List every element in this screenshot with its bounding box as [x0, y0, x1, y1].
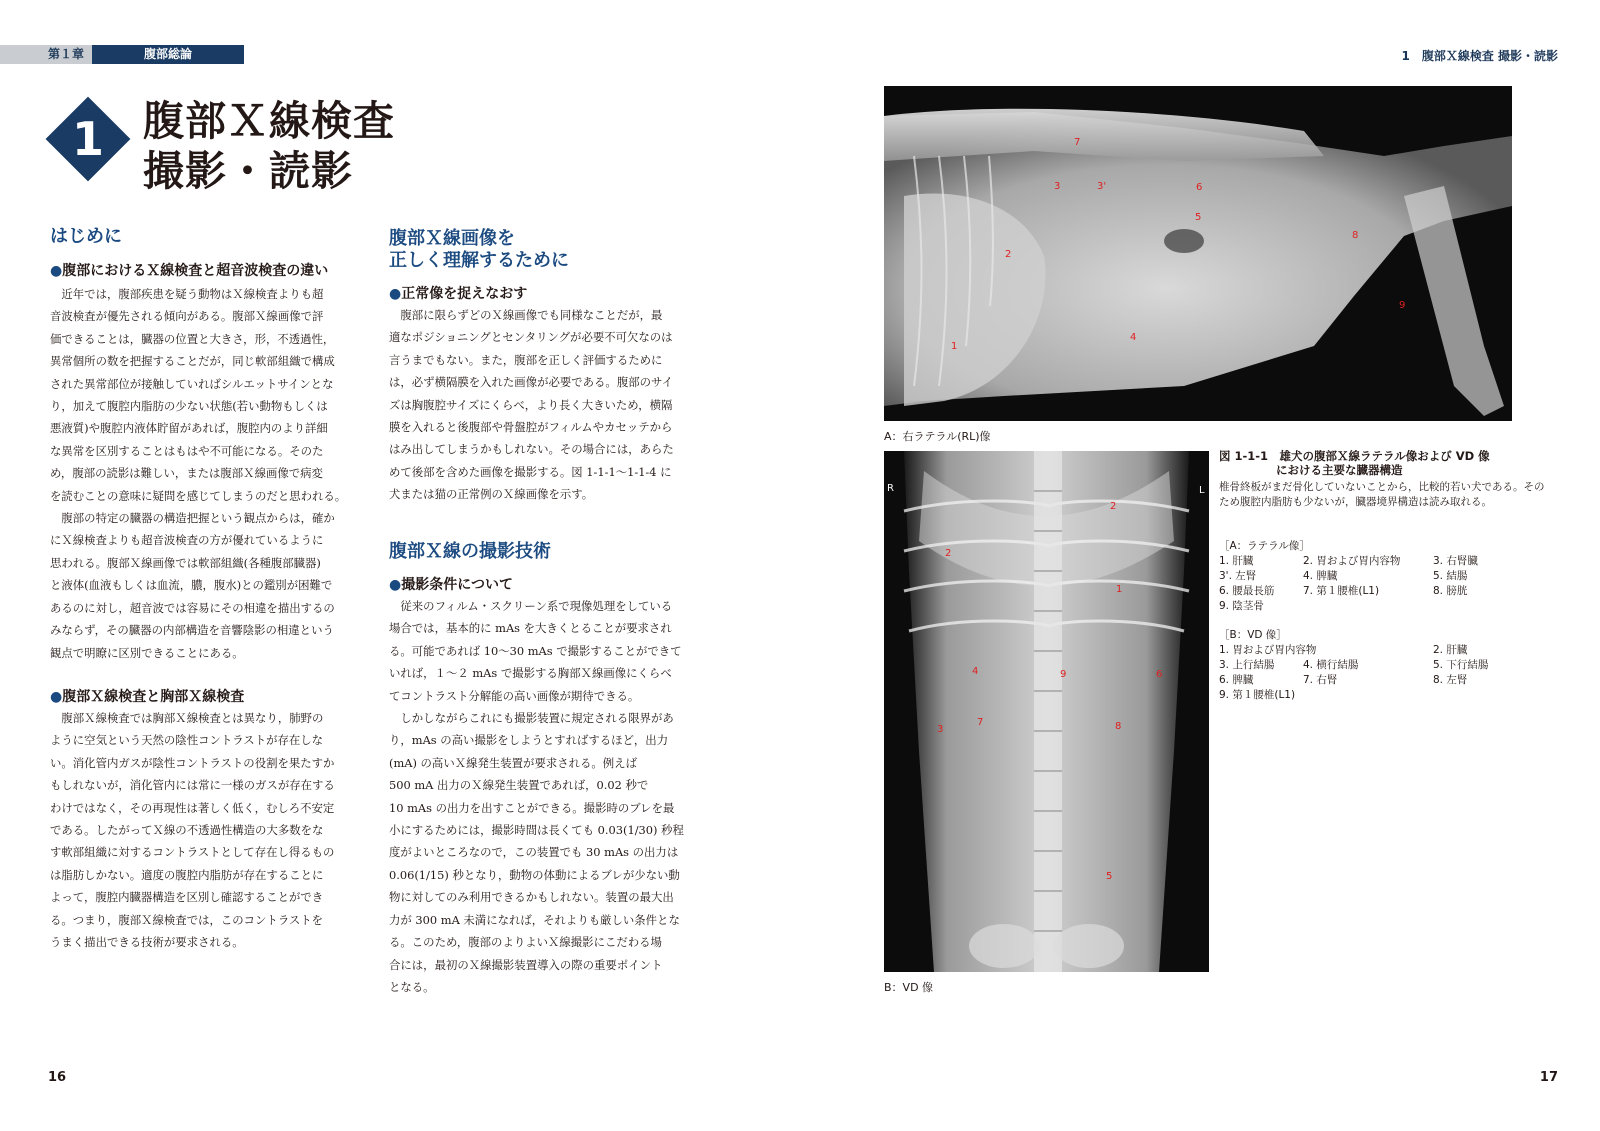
- running-head-title: 腹部Ｘ線検査 撮影・読影: [1421, 49, 1558, 63]
- body-text-line: もしれないが，消化管内には常に一様のガスが存在する: [50, 778, 335, 793]
- title-number: 1: [71, 112, 104, 166]
- subheading-exposure: ●撮影条件について: [389, 577, 513, 593]
- body-text-line: 思われる。腹部Ｘ線画像では軟部組織(各種腹部臓器): [50, 555, 321, 570]
- body-text-line: 10 mAs の出力を出すことができる。撮影時のブレを最: [389, 800, 675, 815]
- body-text-line: は脂肪しかない。適度の腹腔内脂肪が存在することに: [50, 867, 324, 882]
- body-text-line: てコントラスト分解能の高い画像が期待できる。: [389, 688, 640, 703]
- body-text-line: 近年では，腹部疾患を疑う動物はＸ線検査よりも超: [61, 287, 324, 301]
- body-text-line: 悪液質)や腹腔内液体貯留があれば，腹腔内のより詳細: [50, 421, 328, 436]
- xray-lateral-image: [884, 86, 1512, 421]
- xray-b-marker: 6: [1156, 669, 1163, 680]
- body-text-line: みならず，その臓器の内部構造を音響陰影の相違という: [50, 623, 334, 638]
- xray-b-marker: 5: [1106, 871, 1113, 882]
- body-text-line: 音波検査が優先される傾向がある。腹部Ｘ線画像で評: [50, 309, 324, 324]
- xray-b-marker: 8: [1115, 721, 1122, 732]
- body-text-line: 腹部の特定の臓器の構造把握という観点からは，確か: [61, 511, 335, 526]
- page-title-line2: 撮影・読影: [143, 147, 353, 195]
- body-text-line: (mA) の高いＸ線発生装置が要求される。例えば: [389, 755, 637, 770]
- body-text-line: された異常部位が接触していればシルエットサインとな: [50, 376, 334, 391]
- subheading-normal-image: ●正常像を捉えなおす: [389, 286, 528, 302]
- body-text-line: 0.06(1/15) 秒となり，動物の体動によるブレが少ない動: [389, 867, 680, 882]
- legend-vd: ［B：VD 像］ 1. 胃および胃内容物 2. 肝臓 3. 上行結腸 4. 横行結腸 5. 下行結腸 6. 脾臓 7. 右腎 8. 左腎 9. 第１腰椎(L1): [1219, 629, 1489, 701]
- body-text-line: る。このため，腹部のよりよいＸ線撮影にこだわる場: [389, 935, 662, 950]
- body-text-line: うまく描出できる技術が要求される。: [50, 935, 244, 950]
- body-text-line: は，必ず横隔膜を入れた画像が必要である。腹部のサイ: [389, 375, 673, 390]
- section-3-body: [389, 304, 691, 506]
- body-text-line: 度がよいところなので，この装置でも 30 mAs の出力は: [389, 845, 679, 860]
- xray-b-side-left: L: [1199, 485, 1205, 496]
- body-text-line: あるのに対し，超音波では容易にその相違を描出するの: [50, 600, 335, 615]
- body-text-line: 膜を入れると後腹部や骨盤腔がフィルムやカセッテから: [389, 420, 673, 435]
- body-text-line: 従来のフィルム・スクリーン系で現像処理をしている: [400, 599, 673, 613]
- header-section: 腹部総論: [92, 45, 244, 64]
- xray-b-marker: 1: [1116, 584, 1123, 595]
- body-text-line: め，腹部の読影は難しい，または腹部Ｘ線画像で病変: [50, 466, 323, 481]
- xray-a-marker: 1: [951, 341, 958, 352]
- body-text-line: めて後部を含めた画像を撮影する。図 1-1-1〜1-1-4 に: [389, 464, 672, 479]
- xray-a-marker: 3: [1054, 181, 1061, 192]
- xray-b-marker: 3: [937, 724, 944, 735]
- header-chapter: 第１章: [48, 47, 85, 61]
- body-text-line: を読むことの意味に疑問を感じてしまうのだと思われる。: [50, 488, 347, 503]
- xray-b-marker: 2: [945, 548, 952, 559]
- page-number-left: 16: [48, 1070, 67, 1085]
- body-text-line: 価できることは，臓器の位置と大きさ，形，不透過性，: [50, 331, 335, 346]
- heading-understand-line2: 正しく理解するために: [389, 250, 569, 271]
- xray-b-label: B：VD 像: [884, 981, 934, 994]
- body-text-line: 異常個所の数を把握することだが，同じ軟部組織で構成: [50, 354, 335, 369]
- xray-a-marker: 5: [1195, 212, 1202, 223]
- page-number-right: 17: [1539, 1070, 1558, 1085]
- body-text-line: ように空気という天然の陰性コントラストが存在しな: [50, 733, 324, 748]
- body-text-line: す軟部組織に対するコントラストとして存在し得るもの: [50, 845, 335, 860]
- body-text-line: 適なポジショニングとセンタリングが必要不可欠なのは: [389, 330, 673, 345]
- body-text-line: よって，腹腔内臓器構造を区別し確認することができ: [50, 890, 324, 905]
- xray-b-marker: 4: [972, 666, 979, 677]
- subheading-xray-vs-ultrasound: ●腹部におけるＸ線検査と超音波検査の違い: [50, 263, 329, 279]
- page-title-line1: 腹部Ｘ線検査: [143, 97, 395, 145]
- body-text-line: ズは胸腹腔サイズにくらべ，より長く大きいため，横隔: [389, 397, 673, 412]
- body-text-line: る。可能であれば 10〜30 mAs で撮影することができて: [389, 643, 682, 658]
- xray-a-marker: 6: [1196, 182, 1203, 193]
- subheading-abdomen-vs-chest: ●腹部Ｘ線検査と胸部Ｘ線検査: [50, 689, 245, 705]
- figure-caption-title: 図 1-1-1 雄犬の腹部Ｘ線ラテラル像および VD 像 における主要な臓器構造: [1219, 449, 1490, 477]
- xray-b-marker: 7: [977, 717, 984, 728]
- body-text-line: はみ出してしまうかもしれない。その場合には，あらた: [389, 442, 674, 457]
- body-text-line: 言うまでもない。また，腹部を正しく評価するために: [389, 352, 663, 367]
- body-text-line: り，mAs の高い撮影をしようとすればするほど，出力: [389, 733, 669, 748]
- body-text-line: 場合では，基本的に mAs を大きくとることが要求され: [389, 621, 672, 636]
- xray-b-marker: 2: [1110, 501, 1117, 512]
- body-text-line: り，加えて腹腔内脂肪の少ない状態(若い動物もしくは: [50, 399, 328, 414]
- body-text-line: 物に対してのみ利用できるかもしれない。装置の最大出: [389, 890, 674, 905]
- xray-a-marker: 4: [1130, 332, 1137, 343]
- xray-a-marker: 7: [1074, 137, 1081, 148]
- xray-a-marker: 8: [1352, 230, 1359, 241]
- body-text-line: る。つまり，腹部Ｘ線検査では，このコントラストを: [50, 912, 324, 927]
- body-text-line: 腹部Ｘ線検査では胸部Ｘ線検査とは異なり，肺野の: [61, 711, 324, 725]
- section-4-body: [389, 595, 691, 998]
- body-text-line: い。消化管内ガスが陰性コントラストの役割を果たすか: [50, 755, 335, 770]
- xray-vd-image: [884, 451, 1209, 972]
- xray-a-marker: 3': [1097, 181, 1107, 192]
- section-1-body: [50, 283, 352, 664]
- section-2-body: [50, 707, 352, 953]
- body-text-line: 腹部に限らずどのＸ線画像でも同様なことだが，最: [400, 308, 663, 322]
- body-text-line: しかしながらこれにも撮影装置に規定される限界があ: [400, 711, 674, 726]
- xray-b-side-right: R: [887, 483, 894, 494]
- xray-a-marker: 9: [1399, 300, 1406, 311]
- body-text-line: 合には，最初のＸ線撮影装置導入の際の重要ポイント: [389, 957, 663, 972]
- body-text-line: となる。: [389, 979, 435, 994]
- body-text-line: 力が 300 mA 未満になれば，それよりも厳しい条件とな: [389, 912, 680, 927]
- body-text-line: にＸ線検査よりも超音波検査の方が優れているように: [50, 533, 324, 548]
- body-text-line: わけではなく，その再現性は著しく低く，むしろ不安定: [50, 800, 335, 815]
- running-head: [1401, 47, 1558, 64]
- body-text-line: いれば，１〜２ mAs で撮影する胸部Ｘ線画像にくらべ: [389, 666, 672, 681]
- heading-technique: 腹部Ｘ線の撮影技術: [389, 541, 551, 562]
- body-text-line: な異常を区別することはもはや不可能になる。そのた: [50, 443, 324, 458]
- figure-caption-description: 椎骨終板がまだ骨化していないことから，比較的若い犬である。そのため腹腔内脂肪も少ないが，臓器境界構造は読み取れる。: [1219, 481, 1545, 508]
- body-text-line: 500 mA 出力のＸ線発生装置であれば，0.02 秒で: [389, 778, 649, 793]
- xray-b-marker: 9: [1060, 669, 1067, 680]
- body-text-line: と液体(血液もしくは血流，膿，腹水)との鑑別が困難で: [50, 578, 333, 593]
- legend-lateral: ［A：ラテラル像］ 1. 肝臓 2. 胃および胃内容物 3. 右腎臓 3'. 左腎 4. 脾臓 5. 結腸 6. 腰最長筋 7. 第１腰椎(L1) 8. 膀胱 9. 陰茎骨: [1219, 540, 1478, 612]
- body-text-line: 犬または猫の正常例のＸ線画像を示す。: [389, 487, 594, 502]
- xray-a-marker: 2: [1005, 249, 1012, 260]
- body-text-line: 小にするためには，撮影時間は長くても 0.03(1/30) 秒程: [389, 823, 684, 838]
- heading-intro: はじめに: [50, 226, 122, 247]
- body-text-line: である。したがってＸ線の不透過性構造の大多数をな: [50, 823, 324, 838]
- running-head-number: 1: [1401, 49, 1410, 63]
- xray-a-label: A：右ラテラル(RL)像: [884, 430, 991, 443]
- body-text-line: 観点で明瞭に区別できることにある。: [50, 645, 244, 660]
- heading-understand-line1: 腹部Ｘ線画像を: [389, 228, 515, 249]
